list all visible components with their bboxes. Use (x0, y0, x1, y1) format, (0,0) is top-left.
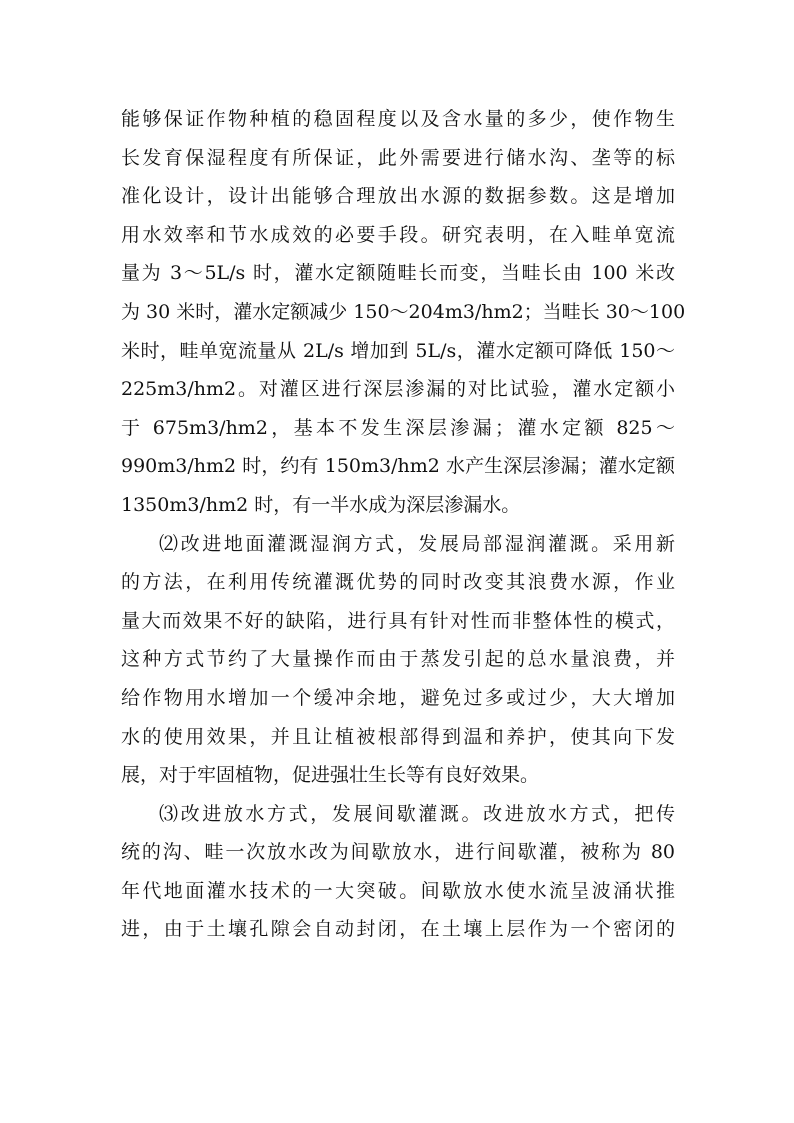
text-line: 准化设计，设计出能够合理放出水源的数据参数。这是增加 (121, 185, 675, 208)
text-line: 量大而效果不好的缺陷，进行具有针对性而非整体性的模式， (121, 609, 675, 632)
text-line: 进，由于土壤孔隙会自动封闭，在土壤上层作为一个密闭的 (121, 918, 675, 941)
text-line: 年代地面灌水技术的一大突破。间歇放水使水流呈波涌状推 (121, 879, 675, 902)
text-line: 米时，畦单宽流量从 2L/s 增加到 5L/s，灌水定额可降低 150～ (121, 339, 675, 362)
body-text (121, 100, 686, 949)
text-line: 给作物用水增加一个缓冲余地，避免过多或过少，大大增加 (121, 686, 675, 709)
text-line: 量为 3～5L/s 时，灌水定额随畦长而变，当畦长由 100 米改 (121, 262, 675, 285)
text-line: 统的沟、畦一次放水改为间歇放水，进行间歇灌，被称为 80 (121, 841, 675, 864)
text-line: 990m3/hm2 时，约有 150m3/hm2 水产生深层渗漏；灌水定额 (121, 455, 675, 478)
text-line: 能够保证作物种植的稳固程度以及含水量的多少，使作物生 (121, 108, 675, 130)
text-line: 水的使用效果，并且让植被根部得到温和养护，使其向下发 (121, 725, 675, 748)
text-line: ⑶改进放水方式，发展间歇灌溉。改进放水方式，把传 (159, 802, 675, 825)
text-line: ⑵改进地面灌溉湿润方式，发展局部湿润灌溉。采用新 (159, 532, 675, 555)
text-line: 的方法，在利用传统灌溉优势的同时改变其浪费水源，作业 (121, 571, 675, 594)
text-line: 这种方式节约了大量操作而由于蒸发引起的总水量浪费，并 (121, 648, 675, 671)
text-line: 1350m3/hm2 时，有一半水成为深层渗漏水。 (121, 493, 521, 516)
text-line: 用水效率和节水成效的必要手段。研究表明，在入畦单宽流 (121, 223, 675, 246)
text-line: 225m3/hm2。对灌区进行深层渗漏的对比试验，灌水定额小 (121, 378, 675, 401)
text-line: 长发育保湿程度有所保证，此外需要进行储水沟、垄等的标 (121, 146, 675, 169)
text-line: 于 675m3/hm2，基本不发生深层渗漏；灌水定额 825～ (121, 416, 675, 439)
text-line: 为 30 米时，灌水定额减少 150～204m3/hm2；当畦长 30～100 (121, 300, 686, 323)
text-line: 展，对于牢固植物，促进强壮生长等有良好效果。 (121, 764, 540, 787)
